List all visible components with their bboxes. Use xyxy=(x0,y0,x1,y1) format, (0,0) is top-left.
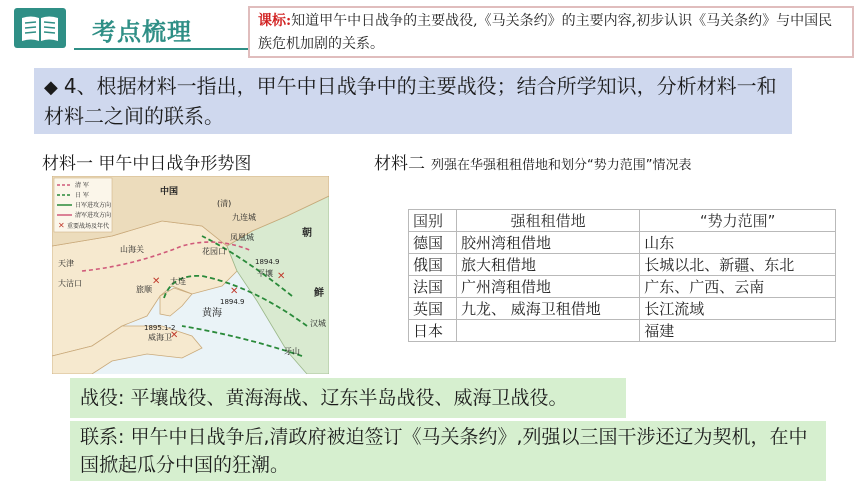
material2-title xyxy=(374,149,691,174)
question-box xyxy=(34,68,792,134)
legend-label: 重要战场及年代 xyxy=(67,223,110,230)
table-row xyxy=(409,232,836,254)
answer-relation: 联系: 甲午中日战争后,清政府被迫签订《马关条约》,列强以三国干涉还辽为契机，在中国掀起瓜分中国的狂潮。 xyxy=(70,421,826,481)
battle-marker-icon: ✕ xyxy=(277,271,286,282)
table-cell: 九龙、 威海卫租借地 xyxy=(457,298,640,320)
table-row xyxy=(409,320,836,342)
book-icon xyxy=(14,8,66,48)
column-header: 国别 xyxy=(409,210,457,232)
answer-battles: 战役: 平壤战役、黄海海战、辽东半岛战役、威海卫战役。 xyxy=(70,378,626,418)
column-header: 强租租借地 xyxy=(457,210,640,232)
place-label: 朝 xyxy=(302,228,312,239)
legend-label: 清 军 xyxy=(75,182,89,189)
table-cell: 山东 xyxy=(640,232,836,254)
column-header: “势力范围” xyxy=(640,210,836,232)
section-title: 考点梳理 xyxy=(92,18,192,46)
place-label: 黄海 xyxy=(202,308,222,319)
question-text: 4、根据材料一指出，甲午中日战争中的主要战役；结合所学知识，分析材料一和材料二之间的联系。 xyxy=(44,74,777,128)
table-cell xyxy=(457,320,640,342)
legend-label: 清军进攻方向 xyxy=(75,212,112,219)
place-label: 中国 xyxy=(160,187,179,197)
place-label: 花园口 xyxy=(202,247,226,256)
battle-marker-icon: ✕ xyxy=(152,276,161,287)
war-situation-map xyxy=(52,176,329,374)
material2-subtitle: 列强在华强租租借地和划分“势力范围”情况表 xyxy=(431,158,692,173)
legend-label: 日 军 xyxy=(75,192,89,199)
place-label: 天津 xyxy=(58,259,74,268)
place-label: 鲜 xyxy=(314,288,324,299)
battle-date: 1894.9 xyxy=(220,298,245,306)
battle-date: 1895.1-2 xyxy=(144,324,176,332)
legend-label: 日军进攻方向 xyxy=(75,202,112,209)
battle-marker-icon: ✕ xyxy=(170,330,179,341)
table-row xyxy=(409,254,836,276)
standard-label: 课标: xyxy=(258,13,292,29)
battle-marker-icon: ✕ xyxy=(230,286,239,297)
battle-date: 1894.9 xyxy=(255,258,280,266)
table-row xyxy=(409,298,836,320)
place-label: 牙山 xyxy=(284,347,300,356)
curriculum-standard-box xyxy=(248,6,854,58)
place-label: 大沽口 xyxy=(58,279,82,288)
table-cell: 广州湾租借地 xyxy=(457,276,640,298)
concessions-table xyxy=(408,209,836,342)
table-cell: 胶州湾租借地 xyxy=(457,232,640,254)
diamond-bullet-icon: ◆ xyxy=(44,77,58,98)
place-label: 凤凰城 xyxy=(230,233,254,242)
table-cell: 长城以北、新疆、东北 xyxy=(640,254,836,276)
table-cell: 广东、广西、云南 xyxy=(640,276,836,298)
table-header-row xyxy=(409,210,836,232)
table-cell: 日本 xyxy=(409,320,457,342)
table-cell: 法国 xyxy=(409,276,457,298)
material1-title: 材料一 甲午中日战争形势图 xyxy=(42,154,252,174)
table-cell: 俄国 xyxy=(409,254,457,276)
standard-text: 知道甲午中日战争的主要战役,《马关条约》的主要内容,初步认识《马关条约》与中国民族危机加剧的关系。 xyxy=(258,13,833,52)
place-label: 旅顺 xyxy=(136,285,152,294)
place-label: 威海卫 xyxy=(148,333,172,342)
material2-label: 材料二 xyxy=(374,154,425,174)
table-cell: 英国 xyxy=(409,298,457,320)
place-label: 大连 xyxy=(170,277,186,286)
table-cell: 德国 xyxy=(409,232,457,254)
table-cell: 长江流域 xyxy=(640,298,836,320)
table-row xyxy=(409,276,836,298)
place-label: 九连城 xyxy=(232,213,256,222)
table-cell: 福建 xyxy=(640,320,836,342)
table-cell: 旅大租借地 xyxy=(457,254,640,276)
place-label: (清) xyxy=(217,199,232,208)
place-label: 汉城 xyxy=(310,319,326,328)
place-label: 山海关 xyxy=(120,245,144,254)
place-label: 平壤 xyxy=(257,269,273,278)
svg-text:✕: ✕ xyxy=(58,221,65,230)
